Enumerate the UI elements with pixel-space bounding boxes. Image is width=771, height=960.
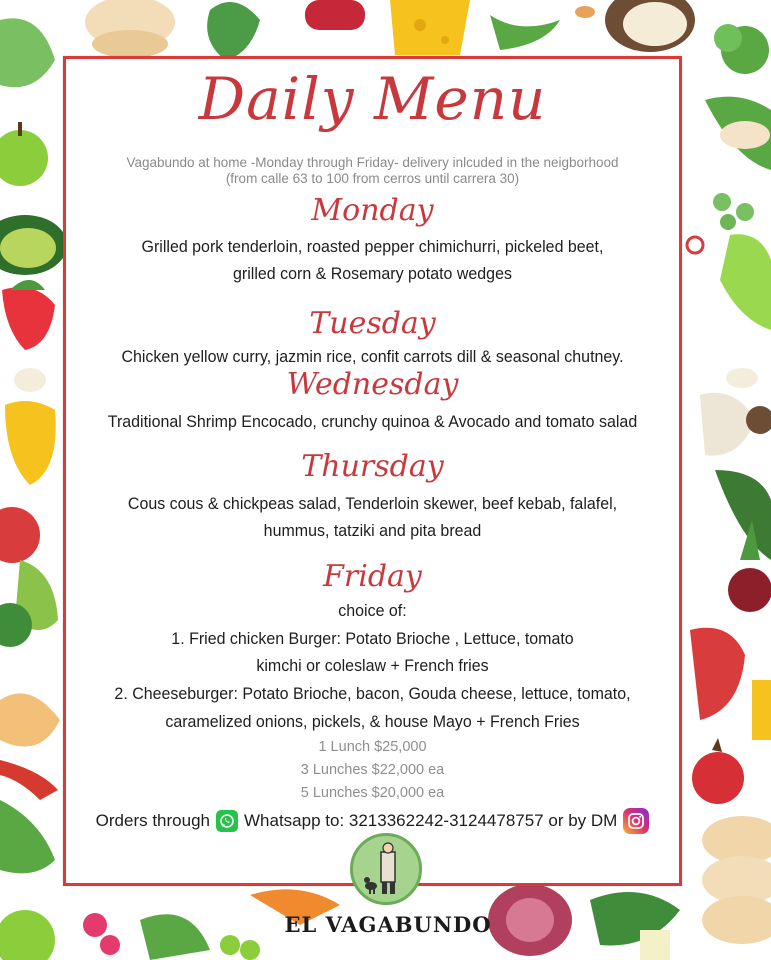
day-heading-tuesday: Tuesday bbox=[309, 306, 436, 341]
day-heading-thursday: Thursday bbox=[301, 449, 444, 484]
friday-option2-line1: 2. Cheeseburger: Potato Brioche, bacon, Gouda cheese, lettuce, tomato, bbox=[114, 684, 631, 703]
price-5-lunches: 5 Lunches $20,000 ea bbox=[300, 785, 445, 801]
brand-logo: EL VAGABUNDO bbox=[284, 912, 492, 937]
monday-dish-line2: grilled corn & Rosemary potato wedges bbox=[233, 264, 512, 283]
day-heading-friday: Friday bbox=[323, 559, 422, 594]
friday-choice-label: choice of: bbox=[338, 601, 407, 620]
monday-dish-line1: Grilled pork tenderloin, roasted pepper chimichurri, pickeled beet, bbox=[141, 237, 604, 256]
thursday-dish-line2: hummus, tatziki and pita bread bbox=[263, 521, 482, 540]
wednesday-dish-line1: Traditional Shrimp Encocado, crunchy quinoa & Avocado and tomato salad bbox=[107, 412, 638, 431]
chef-logo-icon bbox=[350, 833, 422, 905]
menu-subtitle-line1: Vagabundo at home -Monday through Friday- delivery inlcuded in the neigborhood bbox=[126, 155, 619, 170]
price-3-lunches: 3 Lunches $22,000 ea bbox=[300, 762, 445, 778]
tuesday-dish-line1: Chicken yellow curry, jazmin rice, confit carrots dill & seasonal chutney. bbox=[121, 347, 624, 366]
thursday-dish-line1: Cous cous & chickpeas salad, Tenderloin skewer, beef kebab, falafel, bbox=[127, 494, 618, 513]
orders-prefix: Orders through bbox=[95, 811, 210, 830]
friday-option1-line1: 1. Fried chicken Burger: Potato Brioche , Lettuce, tomato bbox=[171, 629, 574, 648]
menu-title: Daily Menu bbox=[198, 65, 547, 133]
friday-option2-line2: caramelized onions, pickels, & house Mayo + French Fries bbox=[165, 712, 580, 731]
whatsapp-icon[interactable] bbox=[216, 810, 238, 832]
menu-subtitle-line2: (from calle 63 to 100 from cerros until carrera 30) bbox=[225, 171, 520, 186]
orders-line bbox=[66, 808, 679, 834]
price-1-lunch: 1 Lunch $25,000 bbox=[318, 739, 427, 755]
orders-contact-text: Whatsapp to: 3213362242-3124478757 or by DM bbox=[244, 811, 618, 830]
day-heading-monday: Monday bbox=[311, 193, 434, 228]
menu-card bbox=[63, 56, 682, 886]
instagram-icon[interactable] bbox=[623, 808, 649, 834]
day-heading-wednesday: Wednesday bbox=[286, 367, 459, 402]
friday-option1-line2: kimchi or coleslaw + French fries bbox=[256, 656, 489, 675]
